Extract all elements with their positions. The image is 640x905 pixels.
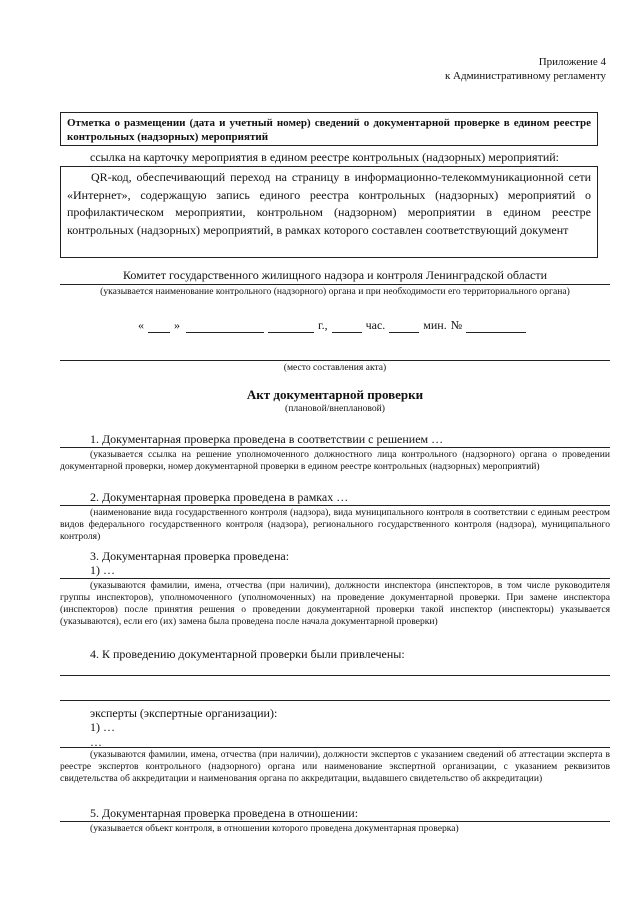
experts-underline[interactable]	[60, 747, 610, 748]
section-1-underline[interactable]	[60, 447, 610, 448]
section-3-item: 1) …	[90, 563, 115, 577]
act-subtitle: (плановой/внеплановой)	[285, 403, 385, 414]
appendix-reference: к Административному регламенту	[444, 70, 606, 82]
appendix-label	[380, 55, 606, 83]
month-field[interactable]	[186, 321, 264, 333]
authority-underline	[60, 284, 610, 285]
place-underline[interactable]	[60, 360, 610, 361]
hour-field[interactable]	[332, 321, 362, 333]
section-2-hint: (наименование вида государственного контроля (надзора), вида муниципального контроля в соответствии с единым реестром видов федерального государственного контроля (надзора), регионального государственного контроля (надзора), муниципального контроля)	[60, 507, 610, 542]
section-2-underline[interactable]	[60, 505, 610, 506]
section-3-underline[interactable]	[60, 578, 610, 579]
qr-code-box	[60, 166, 598, 258]
registry-mark-text: Отметка о размещении (дата и учетный номер) сведений о документарной проверке в едином реестре контрольных (надзорных) мероприятий	[67, 117, 591, 143]
section-2-text: 2. Документарная проверка проведена в рамках …	[90, 490, 349, 504]
section-4-line-2[interactable]	[60, 700, 610, 701]
day-field[interactable]	[148, 321, 170, 333]
experts-item: 1) …	[90, 720, 115, 734]
section-1-hint: (указывается ссылка на решение уполномоченного должностного лица контрольного (надзорного) органа о проведении документарной проверки, номер документарной проверки в едином реестре контрольных (надзорных) мероприятий)	[60, 449, 610, 472]
place-hint: (место составления акта)	[283, 362, 387, 373]
minute-field[interactable]	[389, 321, 419, 333]
section-5-underline[interactable]	[60, 821, 610, 822]
act-number-field[interactable]	[466, 321, 526, 333]
registry-mark-box	[60, 112, 598, 146]
section-4-text: 4. К проведению документарной проверки были привлечены:	[90, 647, 405, 661]
section-3-text: 3. Документарная проверка проведена:	[90, 549, 290, 563]
date-open-quote: «	[138, 318, 144, 332]
date-close-quote: »	[174, 318, 180, 332]
experts-hint: (указываются фамилии, имена, отчества (при наличии), должности экспертов с указанием сведений об аттестации эксперта в реестре экспертов контрольного (надзорного) органа или наименование экспертной организации, с указанием реквизитов свидетельства об аккредитации и наименования органа по аккредитации, выдавшего свидетельство об аккредитации)	[60, 749, 610, 784]
authority-hint: (указывается наименование контрольного (надзорного) органа и при необходимости его территориального органа)	[100, 286, 570, 297]
minute-label: мин.	[423, 318, 447, 332]
experts-ellipsis: …	[90, 735, 102, 749]
date-line	[138, 318, 558, 333]
registry-link-caption: ссылка на карточку мероприятия в едином реестре контрольных (надзорных) мероприятий:	[90, 150, 559, 164]
section-5-hint: (указывается объект контроля, в отношении которого проведена документарная проверка)	[90, 823, 459, 834]
year-field[interactable]	[268, 321, 314, 333]
qr-code-text: QR-код, обеспечивающий переход на страницу в информационно-телекоммуникационной сети «Интернет», содержащую запись единого реестра контрольных (надзорных) мероприятий о профилактическом мероприятии, контрольном (надзорном) мероприятии в едином реестре контрольных (надзорных) мероприятий, в рамках которого составлен соответствующий документ	[67, 170, 591, 237]
hour-label: час.	[365, 318, 386, 332]
authority-name: Комитет государственного жилищного надзора и контроля Ленинградской области	[122, 268, 548, 282]
section-5-text: 5. Документарная проверка проведена в отношении:	[90, 806, 359, 820]
act-title: Акт документарной проверки	[246, 387, 424, 402]
section-1-text: 1. Документарная проверка проведена в соответствии с решением …	[90, 432, 444, 446]
section-3-hint: (указываются фамилии, имена, отчества (при наличии), должности инспектора (инспекторов, в том числе руководителя группы инспекторов), уполномоченного (уполномоченных) на проведение документарной проверки. При замене инспектора (инспекторов) после принятия решения о проведении документарной проверки такой инспектор (инспекторы) указывается (указываются), если его (их) замена была проведена после начала документарной проверки)	[60, 580, 610, 627]
experts-label: эксперты (экспертные организации):	[90, 706, 278, 720]
appendix-number: Приложение 4	[538, 56, 606, 68]
number-label: №	[450, 318, 463, 332]
year-suffix: г.,	[318, 318, 328, 332]
section-4-line-1[interactable]	[60, 675, 610, 676]
